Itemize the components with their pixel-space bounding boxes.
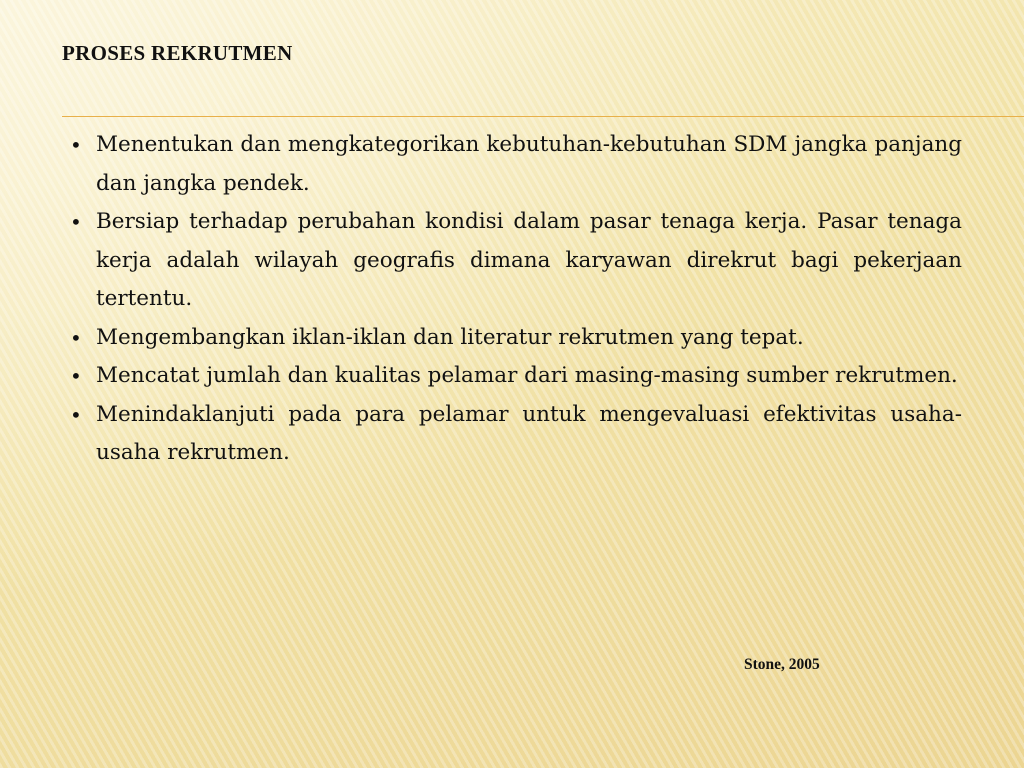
bullet-icon: • — [70, 133, 82, 157]
bullet-text: Menentukan dan mengkategorikan kebutuhan-kebutuhan SDM jangka panjang dan jangka pendek. — [96, 132, 962, 196]
bullet-item — [68, 396, 962, 473]
bullet-item — [68, 126, 962, 203]
bullet-icon: • — [70, 325, 82, 350]
bullet-icon: • — [70, 364, 82, 388]
bullet-text: Mengembangkan iklan-iklan dan literatur rekrutmen yang tepat. — [96, 324, 804, 350]
slide-title: PROSES REKRUTMEN — [62, 41, 293, 65]
bullet-item — [68, 319, 962, 358]
bullet-text: Bersiap terhadap perubahan kondisi dalam pasar tenaga kerja. Pasar tenaga kerja adalah wilayah geografis dimana karyawan direkrut bagi pekerjaan tertentu. — [96, 209, 962, 311]
source-citation: Stone, 2005 — [744, 656, 820, 673]
bullet-text: Mencatat jumlah dan kualitas pelamar dari masing-masing sumber rekrutmen. — [96, 363, 958, 388]
bullet-item — [68, 203, 962, 319]
bullet-icon: • — [70, 402, 82, 427]
bullet-icon: • — [70, 210, 82, 234]
title-divider — [62, 116, 1024, 117]
bullet-list — [68, 126, 962, 473]
bullet-text: Menindaklanjuti pada para pelamar untuk mengevaluasi efektivitas usaha-usaha rekrutmen. — [96, 401, 962, 465]
bullet-item — [68, 357, 962, 396]
